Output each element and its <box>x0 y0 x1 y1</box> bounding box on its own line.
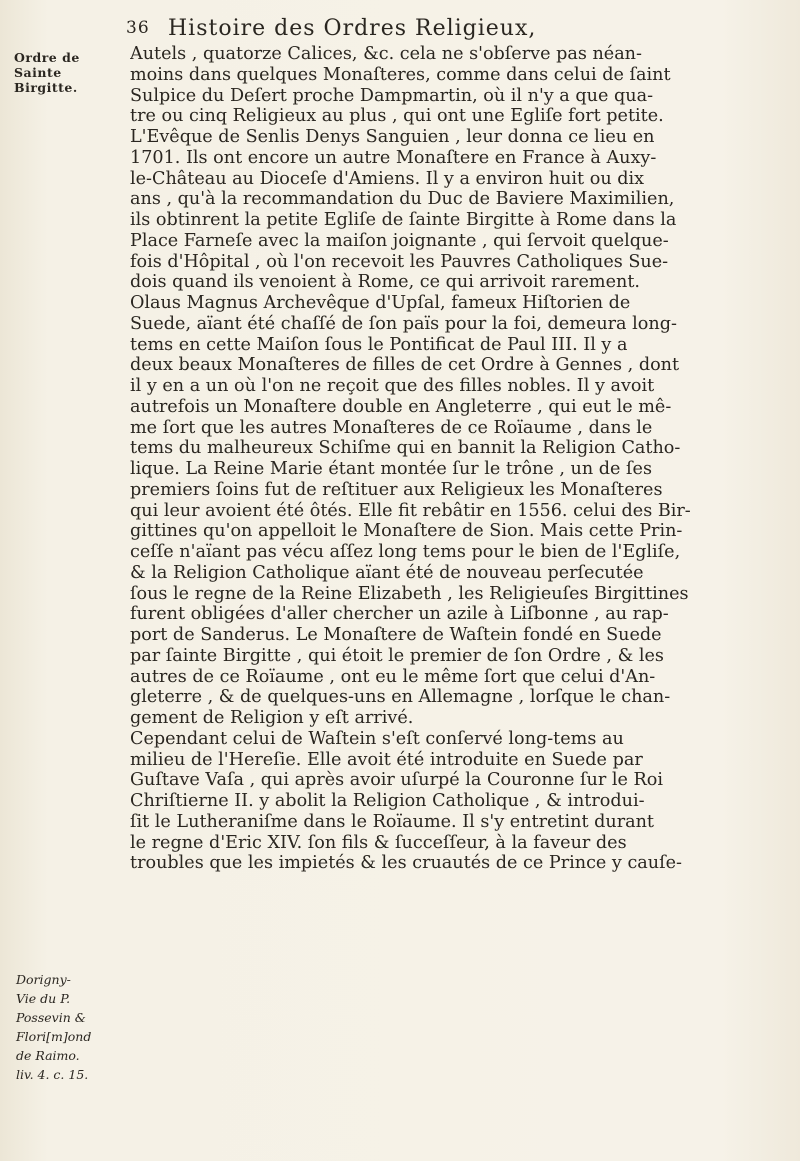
text-line: milieu de l'Hereſie. Elle avoit été introduite en Suede par <box>130 749 643 770</box>
text-line: tems du malheureux Schiſme qui en bannit la Religion Catho- <box>130 438 681 459</box>
text-line: Olaus Magnus Archevêque d'Upſal, fameux Hiſtorien de <box>130 293 631 313</box>
margin-note-line: de Raimo. <box>16 1048 80 1063</box>
margin-note-line: Possevin & <box>16 1010 86 1025</box>
margin-note-line: Dorigny- <box>16 972 71 987</box>
text-line: gittines qu'on appelloit le Monaſtere de Sion. Mais cette Prin- <box>130 521 683 542</box>
text-line: gement de Religion y eſt arrivé. <box>130 708 414 728</box>
text-line: deux beaux Monaſteres de filles de cet Ordre à Gennes , dont <box>130 355 680 376</box>
text-line: Chriſtierne II. y abolit la Religion Catholique , & introdui- <box>130 791 645 811</box>
text-line: & la Religion Catholique aïant été de nouveau perſecutée <box>130 562 644 583</box>
text-line: Cependant celui de Waſtein s'eſt conſervé long-tems au <box>130 728 624 749</box>
body-text <box>130 44 770 874</box>
text-line: furent obligées d'aller chercher un azile à Liſbonne , au rap- <box>130 604 669 625</box>
text-line: premiers ſoins fut de reſtituer aux Religieux les Monaſteres <box>130 479 663 500</box>
text-line: 1701. Ils ont encore un autre Monaſtere en France à Auxy- <box>130 147 657 168</box>
text-line: par ſainte Birgitte , qui étoit le premier de ſon Ordre , & les <box>130 645 664 666</box>
text-line: Place Farneſe avec la maiſon joignante , qui ſervoit quelque- <box>130 230 669 251</box>
text-line: ceſſe n'aïant pas vécu aſſez long tems pour le bien de l'Egliſe, <box>130 542 681 562</box>
text-line: Guſtave Vaſa , qui après avoir uſurpé la Couronne ſur le Roi <box>130 770 663 791</box>
text-line: qui leur avoient été ôtés. Elle fit rebâtir en 1556. celui des Bir- <box>130 500 691 521</box>
running-title: Histoire des Ordres Religieux, <box>168 16 537 41</box>
text-line: ſous le regne de la Reine Elizabeth , les Religieuſes Birgittines <box>130 583 689 604</box>
margin-note-line: Birgitte. <box>14 80 78 95</box>
text-line: L'Evêque de Senlis Denys Sanguien , leur donna ce lieu en <box>130 127 655 147</box>
text-line: ſit le Lutheraniſme dans le Roïaume. Il s'y entretint durant <box>130 811 655 832</box>
text-line: me ſort que les autres Monaſteres de ce Roïaume , dans le <box>130 417 653 438</box>
margin-note-line: Ordre de <box>14 50 80 65</box>
page-number: 36 <box>126 18 150 38</box>
margin-note-top <box>14 50 126 95</box>
text-line: fois d'Hôpital , où l'on recevoit les Pauvres Catholiques Sue- <box>130 251 669 272</box>
text-line: il y en a un où l'on ne reçoit que des filles nobles. Il y avoit <box>130 376 655 396</box>
text-line: autres de ce Roïaume , ont eu le même ſort que celui d'An- <box>130 666 656 687</box>
text-line: lique. La Reine Marie étant montée ſur le trône , un de ſes <box>130 459 652 479</box>
text-line: dois quand ils venoient à Rome, ce qui arrivoit rarement. <box>130 272 640 293</box>
margin-note-line: Flori[m]ond <box>16 1029 92 1044</box>
margin-note-bottom <box>16 970 128 1084</box>
text-line: le regne d'Eric XIV. ſon fils & ſucceſſeur, à la faveur des <box>130 832 627 853</box>
text-line: tems en cette Maiſon ſous le Pontificat de Paul III. Il y a <box>130 334 628 355</box>
text-line: moins dans quelques Monaſteres, comme dans celui de ſaint <box>130 64 671 85</box>
text-line: Sulpice du Deſert proche Dampmartin, où il n'y a que qua- <box>130 85 654 106</box>
margin-note-line: liv. 4. c. 15. <box>16 1067 89 1082</box>
text-line: autrefois un Monaſtere double en Angleterre , qui eut le mê- <box>130 396 672 417</box>
text-line: ils obtinrent la petite Egliſe de ſainte Birgitte à Rome dans la <box>130 210 677 230</box>
text-line: troubles que les impietés & les cruautés de ce Prince y cauſe- <box>130 853 682 874</box>
text-line: ans , qu'à la recommandation du Duc de Baviere Maximilien, <box>130 189 675 210</box>
text-line: le-Château au Dioceſe d'Amiens. Il y a environ huit ou dix <box>130 168 645 189</box>
text-line: gleterre , & de quelques-uns en Allemagne , lorſque le chan- <box>130 687 671 708</box>
margin-note-line: Sainte <box>14 65 62 80</box>
text-line: Suede, aïant été chaſſé de ſon païs pour la foi, demeura long- <box>130 313 677 334</box>
text-line: Autels , quatorze Calices, &c. cela ne s'obſerve pas néan- <box>130 44 642 64</box>
margin-note-line: Vie du P. <box>16 991 71 1006</box>
text-line: port de Sanderus. Le Monaſtere de Waſtein fondé en Suede <box>130 625 662 645</box>
text-line: tre ou cinq Religieux au plus , qui ont une Egliſe fort petite. <box>130 106 664 127</box>
